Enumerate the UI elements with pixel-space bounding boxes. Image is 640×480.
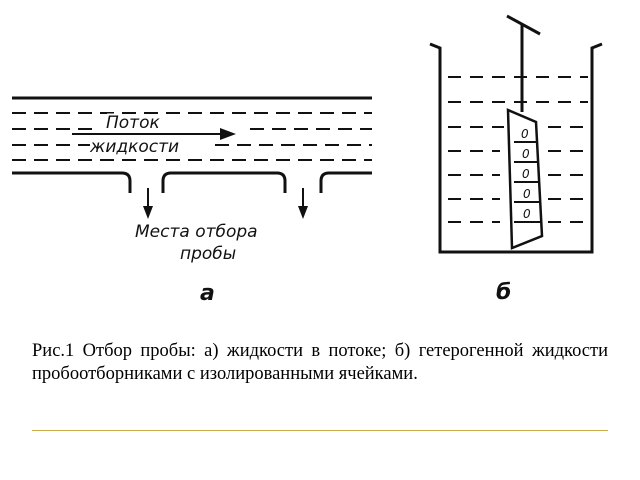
flow-lines bbox=[12, 113, 372, 160]
sampling-arrow-1-head bbox=[143, 206, 153, 219]
panel-a bbox=[12, 98, 372, 219]
figure-caption: Рис.1 Отбор пробы: а) жидкости в потоке; б) гетерогенной жидкости пробоотборниками с изолированными ячейками. bbox=[32, 341, 608, 384]
cell-label: 0 bbox=[521, 127, 529, 141]
cell-label: 0 bbox=[522, 167, 530, 181]
panel-b-letter: б bbox=[496, 280, 512, 305]
sampling-label-line2: пробы bbox=[180, 244, 237, 264]
panel-a-letter: а bbox=[200, 281, 215, 306]
cell-label: 0 bbox=[523, 207, 531, 221]
cell-label: 0 bbox=[522, 147, 530, 161]
sampling-arrow-2-head bbox=[298, 206, 308, 219]
flow-label-line1: Поток bbox=[106, 113, 160, 133]
pipe-bottom-wall bbox=[12, 173, 372, 193]
panel-b bbox=[430, 16, 602, 252]
sampling-label-line1: Места отбора bbox=[135, 222, 258, 242]
divider-line bbox=[32, 430, 608, 431]
cell-label: 0 bbox=[523, 187, 531, 201]
flow-label-line2: жидкости bbox=[90, 137, 180, 157]
flow-arrow-head bbox=[220, 128, 236, 140]
